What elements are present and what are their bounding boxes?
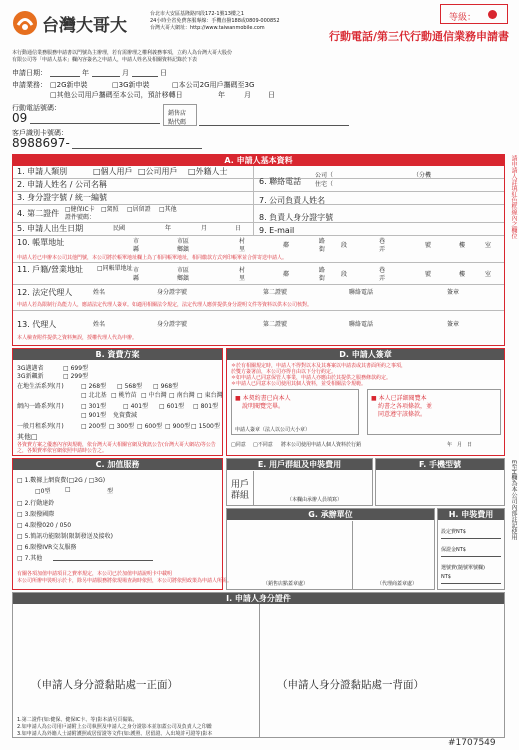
phone-no-prefix: 09	[12, 111, 28, 125]
row-10	[13, 236, 504, 263]
b-east[interactable]: □ 東台灣	[197, 392, 223, 399]
r10-alley: 弄	[379, 246, 386, 253]
b-l6b: 免資費減	[113, 412, 138, 419]
r4-doc-no: 證件號碼：	[65, 214, 96, 221]
section-f-title: F. 手機型號	[376, 459, 504, 470]
r6-office: 公司（	[315, 172, 334, 179]
r2-label: 2. 申請人姓名 / 公司名稱	[17, 180, 107, 189]
level-dot-icon	[488, 10, 497, 19]
r4-label: 4. 第二證件	[17, 209, 60, 218]
sim-no-field[interactable]	[72, 148, 202, 149]
b-central[interactable]: □ 中台灣	[141, 392, 167, 399]
i-back[interactable]: （申請人身分證黏貼處一背面）	[277, 679, 424, 691]
intro-line1: 本行動通信業務服務申請書以門號為主辦理，若有需辦理之權利義務事項，立約人為台灣大哥大股份	[12, 50, 233, 56]
r11-road: 路	[319, 267, 326, 274]
b-l1a: 3G邁邁省	[17, 365, 44, 372]
d-agree[interactable]: □同意	[231, 442, 246, 448]
r5-m: 月	[201, 225, 208, 232]
b-568[interactable]: □ 568型	[117, 383, 143, 390]
header-logo	[12, 10, 38, 36]
r8-label: 8. 負責人身分證字號	[259, 213, 334, 222]
r10-lane: 巷	[379, 238, 386, 245]
form-title: 行動電話/第三代行動通信業務申請書	[329, 30, 510, 43]
r5-y: 年	[165, 225, 172, 232]
apply-biz-2g[interactable]: □2G新申裝	[50, 81, 88, 89]
h-deposit-field[interactable]	[441, 556, 501, 557]
r5-d: 日	[235, 225, 242, 232]
h-deposit: 保證金NT$	[441, 547, 466, 553]
c-data-type: 型	[107, 488, 114, 495]
apply-date-day-field[interactable]	[132, 76, 158, 77]
r9-label: 9. E-mail	[259, 226, 295, 235]
i-note2: 2.如申請人為公司用戶請附上公司執照及申請人之身分證影本並加蓋公司及負責人之印鑑	[17, 724, 212, 730]
section-i	[12, 592, 505, 738]
r11-neighbor: 鄰	[283, 271, 290, 278]
r11-village: 村	[239, 267, 246, 274]
side-note-red: 請申請人詳填紅色框線內之欄位	[510, 155, 517, 239]
r13-doc: 第二證號	[263, 321, 288, 328]
b-801[interactable]: □ 801型	[193, 403, 219, 410]
b-l3a: 在地生活系列(月)	[17, 383, 64, 390]
r12-sign: 簽章	[447, 289, 460, 296]
r11-city: 市	[133, 267, 140, 274]
b-268[interactable]: □ 268型	[81, 383, 107, 390]
r13-label: 13. 代理人	[17, 320, 57, 329]
r10-neighbor: 鄰	[283, 242, 290, 249]
level-stamp-box	[440, 4, 508, 24]
c-other[interactable]: □ 7.其他	[17, 555, 43, 562]
d-b1b: 說明閱覽完畢。	[242, 403, 285, 410]
r10-district: 市區	[177, 238, 190, 245]
section-i-title: I. 申請人身分證件	[13, 593, 504, 604]
r11-township: 鄉鎮	[177, 275, 190, 282]
b-north[interactable]: □ 北北基	[81, 392, 107, 399]
apply-biz-y: 年	[218, 91, 225, 99]
e-divider	[253, 471, 254, 506]
d-sign-box-1[interactable]	[231, 389, 359, 435]
row-12	[13, 285, 504, 311]
r10-room: 室	[485, 242, 492, 249]
c-data-0[interactable]: □0型	[35, 488, 51, 495]
section-h-title: H. 申裝費用	[438, 509, 504, 520]
c-other-field[interactable]	[53, 560, 153, 561]
r13-name: 姓名	[93, 321, 106, 328]
r12-tel: 聯絡電話	[349, 289, 374, 296]
r12-doc: 第二證號	[263, 289, 288, 296]
dealer-code-field[interactable]	[199, 125, 349, 126]
d-t1: ＊於有相關規定時，申請人不得對以本及其專案以申請表或其書面所約之事項，	[231, 363, 407, 369]
g-divider	[352, 521, 353, 590]
r13-sign: 簽章	[447, 321, 460, 328]
apply-date-m: 月	[122, 69, 129, 77]
d-b2b: 約書之各項條款，並	[378, 403, 433, 410]
r11-district: 市區	[177, 267, 190, 274]
r4-other[interactable]: □其他	[159, 206, 177, 213]
apply-biz-d: 日	[268, 91, 275, 99]
section-g	[226, 508, 435, 590]
section-a-col-divider	[253, 166, 254, 236]
i-front[interactable]: （申請人身分證黏貼處一正面）	[31, 679, 178, 691]
r10-label: 10. 帳單地址	[17, 238, 65, 247]
r12-name: 姓名	[93, 289, 106, 296]
company-service: 24小時全省免費客服專線：手機直撥188或0809-000852	[150, 18, 280, 24]
brand-name: 台灣大哥大	[42, 16, 127, 36]
r6-home: 住宅（	[315, 181, 334, 188]
d-b2a: ■ 本人已詳細閱覽本	[371, 395, 427, 402]
section-g-title: G. 承辦單位	[227, 509, 434, 520]
level-label: 等級：	[449, 13, 477, 23]
company-site: 台灣大哥大網址：http://www.taiwanmobile.com	[150, 25, 265, 31]
phone-no-field[interactable]	[30, 123, 160, 124]
h-nt: NT$	[441, 574, 451, 580]
row-11	[13, 263, 504, 285]
b-200[interactable]: □ 200型	[81, 423, 107, 430]
g-sign2: （代理商蓋章處）	[377, 581, 418, 587]
c-block-intl[interactable]: □ 3.限撥國際	[17, 511, 55, 518]
section-a	[12, 154, 505, 346]
b-401[interactable]: □ 401型	[123, 403, 149, 410]
h-number-fee: 選號費(隨號單號欄)	[441, 565, 485, 571]
r1-company[interactable]: □公司用戶	[138, 167, 178, 176]
watermark-id: #1707549	[448, 738, 496, 748]
c-block-020[interactable]: □ 4.限撥020 / 050	[17, 522, 72, 529]
r13-tel: 聯絡電話	[349, 321, 374, 328]
b-taochumiao[interactable]: □ 桃竹苗	[111, 392, 137, 399]
b-other[interactable]: 其他□	[17, 433, 38, 441]
h-nt-field[interactable]	[441, 583, 501, 584]
d-t3: ＊如申請人已同意保管人事業，申請人亦應由於其提供之服務條款約定。	[231, 375, 392, 381]
r4-resident[interactable]: □居留證	[127, 206, 151, 213]
section-e-title: E. 用戶群組及申裝費用	[227, 459, 372, 470]
r10-street: 街	[319, 246, 326, 253]
section-a-title: A. 申請人基本資料	[13, 155, 504, 166]
side-note-internal: E至H欄為本公司內部註記使用	[510, 460, 517, 541]
dealer-label-1: 銷售店	[168, 110, 187, 117]
b-1500[interactable]: □ 1500型	[191, 423, 220, 430]
apply-biz-m: 月	[244, 91, 251, 99]
r10-floor: 樓	[459, 242, 466, 249]
section-c	[12, 458, 233, 590]
r10-county: 縣	[133, 246, 140, 253]
d-opt-text: 將本公司使用申請人個人資料於行銷	[281, 442, 362, 448]
r11-county: 縣	[133, 275, 140, 282]
r12-note: 申請人若為限制行為能力人，應請法定代理人簽章。如適用相關法令規定，法定代理人應併提供身分證明文件等資料以供本公司核對。	[17, 302, 313, 308]
r5-label: 5. 申請人出生日期	[17, 224, 84, 233]
r7-label: 7. 公司負責人姓名	[259, 196, 326, 205]
r11-number: 號	[425, 271, 432, 278]
c-data[interactable]: □ 1.數據上網資費(□2G / □3G)	[17, 477, 106, 484]
section-c-title: C. 加值服務	[13, 459, 222, 470]
r4-nhi-card[interactable]: □健保IC卡	[65, 206, 95, 213]
b-299[interactable]: □ 299型	[63, 373, 89, 380]
r5-era: 民國	[113, 225, 126, 232]
r10-note: 申請人若已申辦本公司其他門號，本公司將於帳單地址欄上為了相同帳單地址，相同繳款方式列印帳單並合併寄送申請人。	[17, 255, 288, 261]
d-sign-box-2[interactable]	[367, 389, 501, 435]
c-note1: 有關各項加值申請項目之費率規定，本公司已於加值申請說明卡中載明	[17, 571, 173, 577]
section-b-title: B. 資費方案	[13, 349, 222, 360]
b-l5a: 網內一路系列(月)	[17, 403, 64, 410]
r11-lane: 巷	[379, 267, 386, 274]
dealer-label-2: 點代碼	[168, 119, 187, 126]
b-901[interactable]: □ 901型	[81, 412, 107, 419]
apply-biz-port-in[interactable]: □其他公司用戶攜碼至本公司，預計移轉日	[50, 91, 183, 99]
r1-foreigner[interactable]: □外籍人士	[188, 167, 228, 176]
section-d	[226, 348, 505, 456]
intro-line2: 有限公司等「申請人基本」欄內容簽名之申請人，申請人姓名及相關資料記錄於下表	[12, 57, 198, 63]
b-601[interactable]: □ 601型	[159, 403, 185, 410]
r11-same-as-bill[interactable]: □同帳單地址	[97, 265, 133, 272]
apply-date-d: 日	[160, 69, 167, 77]
b-note: 各資費方案之優惠內容與規範，依台灣大哥大相關官網及資訊公告(台灣大哥大網站)等公告之，各類費率依官網依照申請時公告之。	[17, 442, 216, 454]
i-note3: 3.如申請人為外籍人士請附護照或居留證等文件(如:護照、居留證、入出境許可證等)影本	[17, 731, 213, 737]
r10-section: 段	[341, 242, 348, 249]
i-note1: 1.第二證件(如:健保、健保IC卡、等)影本請另頁黏貼。	[17, 717, 138, 723]
r11-label: 11. 戶籍/營業地址	[17, 265, 83, 274]
r11-room: 室	[485, 271, 492, 278]
apply-biz-label: 申請業務：	[12, 81, 47, 89]
b-699[interactable]: □ 699型	[63, 365, 89, 372]
sim-no-label: 客戶識別卡號碼：	[12, 129, 68, 137]
r6-label: 6. 聯絡電話	[259, 177, 302, 186]
section-h	[437, 508, 505, 590]
r11-floor: 樓	[459, 271, 466, 278]
r3-label: 3. 身分證字號 / 統一編號	[17, 193, 107, 202]
i-divider	[259, 604, 260, 738]
d-t4: ＊申請人已同意本公司使用其個人資料，並受相關法令規範。	[231, 381, 367, 387]
d-b1c: 申請人簽章（法人以公司大小章）	[235, 427, 311, 433]
b-900[interactable]: □ 900型	[165, 423, 191, 430]
phone-no-label: 行動電話號碼：	[12, 104, 61, 112]
c-note2: 本公司所辦申裝明示於卡，除另申請服務將依現場查詢時依照，本公司將依照政策為申請人所需。	[17, 578, 233, 584]
r11-alley: 弄	[379, 275, 386, 282]
section-f	[375, 458, 505, 506]
row-13	[13, 311, 504, 345]
b-l7a: 一般月租系列(月)	[17, 423, 64, 430]
section-e	[226, 458, 373, 506]
b-l2a: 3G新飆新	[17, 373, 44, 380]
r13-note: 本人檢查附件提供之資料無誤，授權代理人代為申辦。	[17, 335, 138, 341]
b-301[interactable]: □ 301型	[81, 403, 107, 410]
apply-biz-2g-to-3g[interactable]: □本公司2G用戶攜碼至3G	[172, 81, 255, 89]
r11-section: 段	[341, 271, 348, 278]
r6-ext: （分機	[413, 172, 432, 179]
r10-village: 村	[239, 238, 246, 245]
r10-number: 號	[425, 242, 432, 249]
r10-road: 路	[319, 238, 326, 245]
e-label1: 用戶	[231, 480, 250, 490]
r10-li: 里	[239, 246, 246, 253]
c-block-ivr[interactable]: □ 6.限撥IVR交友服務	[17, 544, 77, 551]
r12-label: 12. 法定代理人	[17, 288, 73, 297]
sim-no-prefix: 8988697-	[12, 136, 70, 150]
d-b2c: 同意遵守該條款。	[378, 411, 427, 418]
b-300[interactable]: □ 300型	[109, 423, 135, 430]
apply-date-y: 年	[82, 69, 89, 77]
d-t2: 於雙方簽署前，本公司亦得自由以下分行約定。	[231, 369, 337, 375]
h-setup: 設定費NT$	[441, 529, 466, 535]
logo-icon	[12, 10, 38, 36]
apply-date-month-field[interactable]	[92, 76, 120, 77]
b-south[interactable]: □ 南台灣	[169, 392, 195, 399]
e-label2: 群組	[231, 491, 250, 501]
section-b	[12, 348, 223, 456]
apply-biz-3g[interactable]: □3G新申裝	[112, 81, 150, 89]
c-sms-limit[interactable]: □ 5.簡訊功能限制(限制發送及接收)	[17, 533, 113, 540]
apply-date-label: 申請日期：	[12, 69, 47, 77]
r11-street: 街	[319, 275, 326, 282]
d-disagree[interactable]: □不同意	[253, 442, 273, 448]
r10-city: 市	[133, 238, 140, 245]
r4-license[interactable]: □駕照	[101, 206, 119, 213]
r1-label: 1. 申請人類別	[17, 167, 68, 176]
r13-id: 身分證字號	[157, 321, 188, 328]
d-b1a: ■ 本契約書已向本人	[235, 395, 291, 402]
d-date: 年 月 日	[447, 442, 473, 448]
r10-township: 鄉鎮	[177, 246, 190, 253]
b-600[interactable]: □ 600型	[137, 423, 163, 430]
g-sign1: （銷售店點蓋章處）	[263, 581, 309, 587]
c-data-custom[interactable]: □	[65, 486, 71, 493]
r12-id: 身分證字號	[157, 289, 188, 296]
r11-li: 里	[239, 275, 246, 282]
dealer-code-box	[163, 104, 197, 126]
r1-individual[interactable]: □個人用戶	[93, 167, 133, 176]
apply-date-year-field[interactable]	[50, 76, 80, 77]
c-ringback[interactable]: □ 2.行動達鈴	[17, 500, 55, 507]
e-note: （本欄由承辦人員填寫）	[287, 497, 343, 503]
section-d-title: D. 申請人簽章	[227, 349, 504, 360]
h-setup-field[interactable]	[441, 538, 501, 539]
b-968[interactable]: □ 968型	[153, 383, 179, 390]
company-address: 台北市大安區基隆路四段172-1號13樓之1	[150, 11, 245, 17]
